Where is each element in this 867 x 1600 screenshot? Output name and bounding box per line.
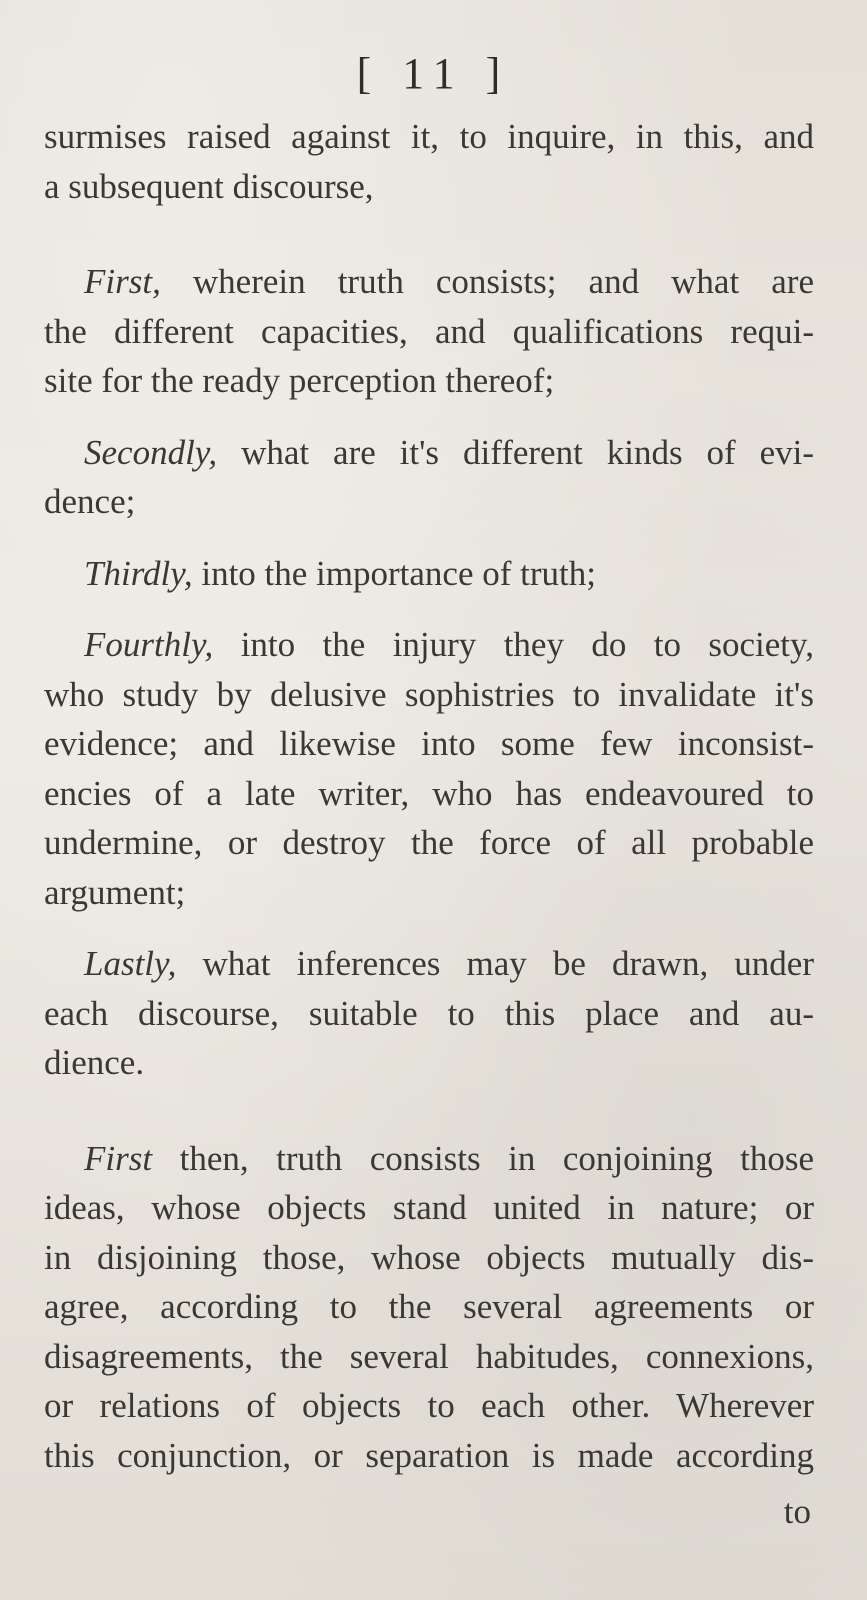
paragraph-secondly: [44, 428, 814, 527]
text-line: First then, truth consists in conjoining those: [84, 1138, 814, 1178]
text-line: Lastly, what inferences may be drawn, under: [84, 944, 814, 983]
paragraph-intro: [44, 112, 814, 211]
text-line: site for the ready perception thereof;: [44, 361, 555, 400]
text-line: encies of a late writer, who has endeavoured to: [44, 773, 814, 813]
text-line: this conjunction, or separation is made according: [44, 1435, 814, 1475]
text-line: dience.: [44, 1043, 145, 1082]
text-line: or relations of objects to each other. Wherever: [44, 1386, 814, 1425]
lead-word: First: [84, 1138, 153, 1178]
lead-word: Lastly,: [84, 944, 177, 983]
catchword: to: [783, 1492, 811, 1531]
lead-word: Fourthly,: [84, 625, 214, 664]
paragraph-fourthly: [44, 620, 814, 917]
paragraph-lastly: [44, 939, 814, 1088]
paragraph-thirdly: [44, 549, 814, 599]
lead-word: Thirdly,: [84, 553, 193, 593]
text-line: disagreements, the several habitudes, connexions,: [44, 1336, 814, 1376]
lead-word: Secondly,: [84, 432, 218, 472]
text-line: each discourse, suitable to this place and au-: [44, 993, 814, 1033]
text-line: evidence; and likewise into some few inconsist-: [44, 724, 814, 763]
paragraph-first: [44, 257, 814, 406]
paragraph-first-then: [44, 1134, 814, 1481]
text-line: Secondly, what are it's different kinds of evi-: [84, 432, 814, 472]
text-line: in disjoining those, whose objects mutually dis-: [44, 1237, 814, 1277]
text-line: who study by delusive sophistries to invalidate it's: [44, 674, 814, 714]
text-line: undermine, or destroy the force of all probable: [44, 823, 814, 862]
text-line: argument;: [44, 872, 186, 912]
text-line: dence;: [44, 482, 136, 521]
text-line: First, wherein truth consists; and what are: [84, 262, 814, 301]
text-line: surmises raised against it, to inquire, in this, and: [44, 117, 814, 156]
text-line: agree, according to the several agreements or: [44, 1287, 814, 1326]
lead-word: First,: [84, 262, 161, 301]
text-line: Thirdly, into the importance of truth;: [84, 553, 596, 593]
text-line: the different capacities, and qualifications requi-: [44, 311, 814, 351]
page-number-header: [ 11 ]: [356, 49, 511, 98]
text-line: Fourthly, into the injury they do to society,: [84, 625, 814, 664]
body-text: [44, 112, 814, 1480]
text-line: a subsequent discourse,: [44, 166, 374, 206]
text-line: ideas, whose objects stand united in nature; or: [44, 1188, 814, 1227]
